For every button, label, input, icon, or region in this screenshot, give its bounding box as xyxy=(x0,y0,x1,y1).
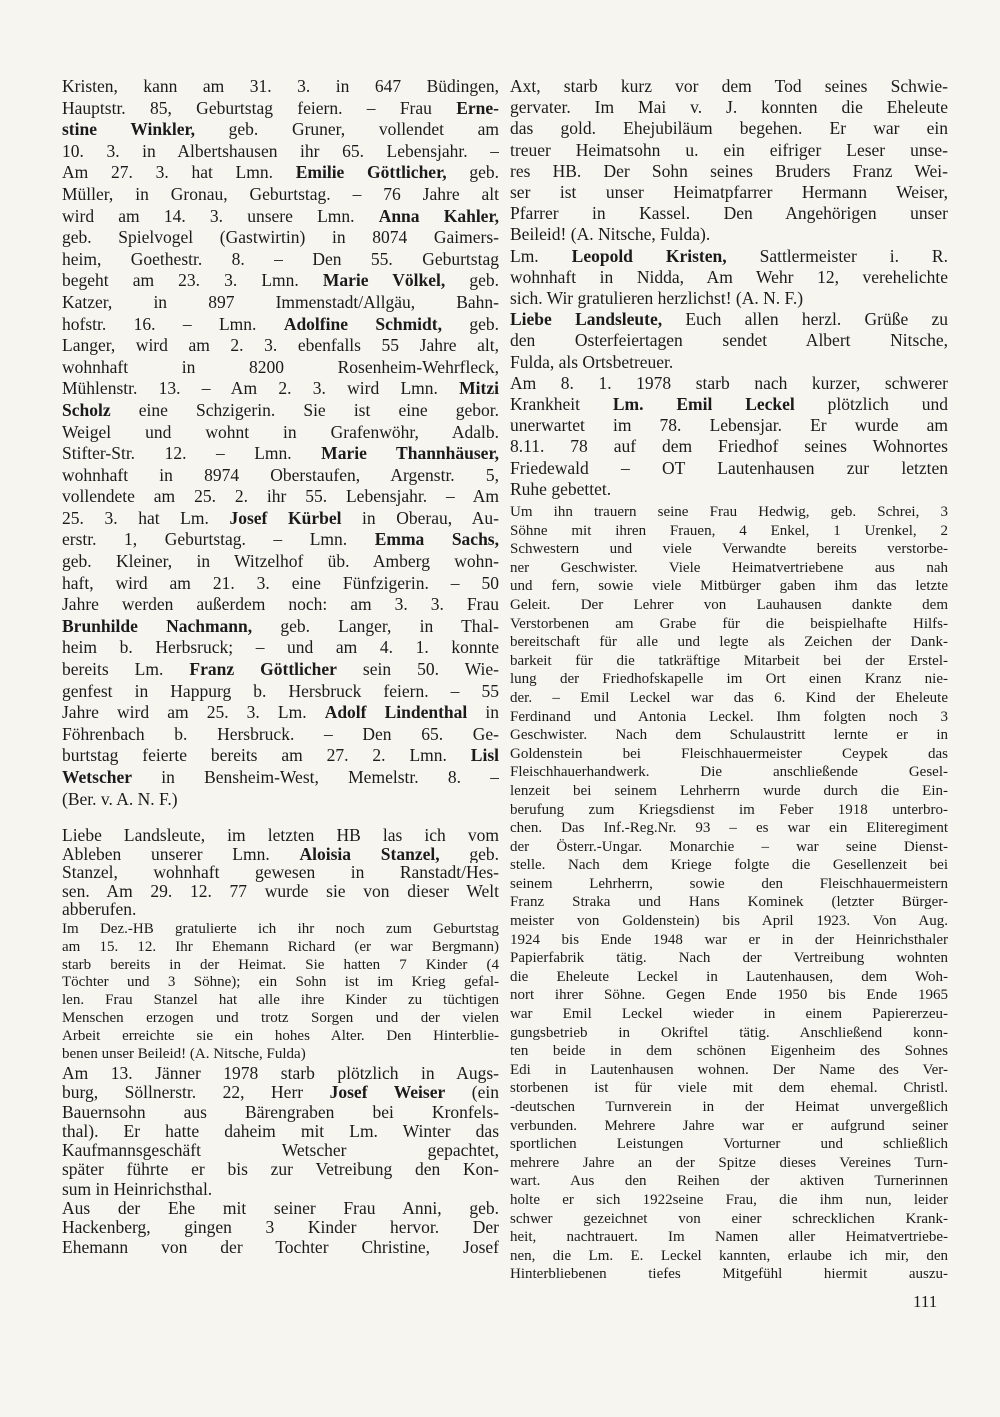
text-segment: mehrere Jahre an der Spitze dieses Vereines Turn- xyxy=(510,1154,948,1171)
text-line xyxy=(62,573,499,595)
text-line xyxy=(510,458,948,479)
text-segment: burg, Söllnerstr. 22, Herr xyxy=(62,1083,330,1103)
article-paragraph xyxy=(62,76,499,810)
text-segment: Söhne mit ihren Frauen, 4 Enkel, 1 Urenkel, 2 xyxy=(510,522,948,539)
text-segment: 25. 3. hat Lm. xyxy=(62,507,230,528)
text-line xyxy=(510,1061,948,1080)
text-line xyxy=(510,1042,948,1061)
text-segment: stelle. Nach dem Kriege folgte die Gesellenzeit bei xyxy=(510,857,948,874)
text-segment: sum in Heinrichsthal. xyxy=(62,1179,213,1199)
text-line xyxy=(62,1046,499,1064)
text-line xyxy=(510,540,948,559)
text-line xyxy=(510,1079,948,1098)
bold-name: Leopold Kristen, xyxy=(571,245,727,266)
text-line xyxy=(62,292,499,314)
text-segment: Hinterbliebenen tiefes Mitgefühl hiermit auszu- xyxy=(510,1266,948,1283)
text-line xyxy=(510,670,948,689)
text-segment: sein 50. Wie- xyxy=(336,659,499,680)
text-segment: Um ihn trauern seine Frau Hedwig, geb. Schrei, 3 xyxy=(510,504,948,520)
text-line xyxy=(62,443,499,465)
text-segment: Ableben unserer Lmn. xyxy=(62,844,300,864)
text-segment: der. – Emil Leckel war das 6. Kind der Eheleute xyxy=(510,689,948,706)
text-segment: Menschen erzogen und trotz Sorgen und der vielen xyxy=(62,1009,499,1026)
text-line xyxy=(510,267,948,288)
text-segment: Schwestern und viele Verwandte bereits verstorbe- xyxy=(510,541,948,558)
text-segment: thal). Er hatte daheim mit Lm. Winter das xyxy=(62,1121,499,1141)
text-line xyxy=(62,400,499,422)
text-line xyxy=(62,1180,499,1199)
text-line xyxy=(510,819,948,838)
bold-name: Wetscher xyxy=(62,767,132,787)
bold-name: Anna Kahler, xyxy=(378,205,499,226)
text-line xyxy=(62,1199,499,1218)
text-segment: den Osterfeiertagen sendet Albert Nitsche, xyxy=(510,330,948,351)
text-line xyxy=(510,782,948,801)
text-segment: storbenen ist für viele mit dem ehemal. Christl. xyxy=(510,1080,948,1097)
text-line xyxy=(510,1228,948,1247)
text-segment: Mühlenstr. 13. – Am 2. 3. wird Lmn. xyxy=(62,378,460,399)
text-line xyxy=(62,921,499,939)
bold-name: Mitzi xyxy=(459,378,499,399)
article-paragraph xyxy=(62,826,499,919)
bold-name: Emma Sachs, xyxy=(374,529,499,550)
text-line xyxy=(62,826,499,845)
text-line xyxy=(510,503,948,522)
text-segment: wart. Aus den Reihen der aktiven Turnerinnen xyxy=(510,1173,948,1190)
text-line xyxy=(510,1172,948,1191)
text-segment: Hackenberg, gingen 3 Kinder hervor. Der xyxy=(62,1218,499,1238)
text-segment: Fulda, als Ortsbetreuer. xyxy=(510,351,674,372)
text-line xyxy=(62,1064,499,1083)
text-segment: schwer gezeichnet von einer schrecklichen Krank- xyxy=(510,1210,948,1227)
text-line xyxy=(510,1117,948,1136)
text-line xyxy=(62,863,499,882)
text-segment: Kristen, kann am 31. 3. in 647 Büdingen, xyxy=(62,76,499,96)
text-line xyxy=(510,763,948,782)
text-line xyxy=(62,939,499,957)
text-line xyxy=(62,141,499,163)
text-line xyxy=(510,708,948,727)
text-segment: geb. Gruner, vollendet am xyxy=(195,119,499,140)
bold-name: Emilie Göttlicher, xyxy=(295,162,447,183)
text-line xyxy=(62,767,499,789)
text-segment: Verstorbenen am Grabe für die beispielhafte Hilfs- xyxy=(510,615,948,632)
text-segment: geb. Spielvogel (Gastwirtin) in 8074 Gaimers- xyxy=(62,227,499,248)
text-segment: Krankheit xyxy=(510,394,613,415)
text-segment: Jahre wird am 25. 3. Lm. xyxy=(62,702,325,723)
text-line xyxy=(62,1160,499,1179)
text-segment: eine Schzigerin. Sie ist eine gebor. xyxy=(110,399,499,420)
text-segment: ser ist unser Heimatpfarrer Hermann Weiser, xyxy=(510,182,948,203)
text-segment: res HB. Der Sohn seines Bruders Franz Wei- xyxy=(510,160,948,181)
text-segment: heim b. Herbsruck; – und am 4. 1. konnte xyxy=(62,637,499,658)
text-segment: (Ber. v. A. N. F.) xyxy=(62,788,178,809)
text-line xyxy=(510,288,948,309)
text-line xyxy=(62,335,499,357)
text-segment: am 15. 12. Ihr Ehemann Richard (er war Bergmann) xyxy=(62,938,499,955)
text-line xyxy=(62,594,499,616)
text-segment: in Bensheim-West, Memelstr. 8. – xyxy=(131,767,499,787)
text-segment: Geleit. Der Lehrer von Lauhausen dankte dem xyxy=(510,596,948,613)
text-line xyxy=(510,689,948,708)
text-segment: plötzlich und xyxy=(794,394,948,415)
text-segment: Töchter und 3 Söhne); ein Sohn ist im Krieg gefal- xyxy=(62,974,499,991)
text-line xyxy=(62,1141,499,1160)
text-line xyxy=(510,652,948,671)
text-segment: Fleischhauerhandwerk. Die anschließende Gesel- xyxy=(510,764,948,781)
text-segment: gervater. Im Mai v. J. konnten die Eheleute xyxy=(510,97,948,118)
text-line xyxy=(510,986,948,1005)
text-segment: bereitschaft für alle und legte als Zeichen der Dank- xyxy=(510,634,948,651)
text-line xyxy=(62,681,499,703)
text-segment: und fern, sowie viele Mitbürger gaben ihm das letzte xyxy=(510,578,948,595)
text-line xyxy=(510,352,948,373)
bold-name: Josef Weiser xyxy=(329,1083,446,1103)
text-segment: Ehemann von der Tochter Christine, Josef xyxy=(62,1237,499,1257)
text-segment: unerwartet im 78. Lebensjar. Er wurde am xyxy=(510,415,948,436)
text-line xyxy=(62,465,499,487)
text-line xyxy=(510,97,948,118)
text-line xyxy=(510,415,948,436)
text-segment: ner Geschwister. Viele Heimatvertriebene aus nah xyxy=(510,559,948,576)
text-line xyxy=(62,992,499,1010)
text-segment: treuer Heimatsohn u. ein eifriger Leser unse- xyxy=(510,139,948,160)
text-segment: sportlichen Leistungen Vorturner und schließlich xyxy=(510,1136,948,1153)
text-segment: Am 13. Jänner 1978 starb plötzlich in Augs- xyxy=(62,1064,499,1083)
text-line xyxy=(510,161,948,182)
bold-name: Aloisia Stanzel, xyxy=(299,844,440,864)
text-segment: wohnhaft in 8974 Oberstaufen, Argenstr. 5, xyxy=(62,464,499,485)
text-segment: genfest in Happurg b. Hersbruck feiern. – 55 xyxy=(62,680,499,701)
text-line xyxy=(62,206,499,228)
text-line xyxy=(510,931,948,950)
text-line xyxy=(62,845,499,864)
text-segment: Friedewald – OT Lautenhausen zur letzten xyxy=(510,457,948,478)
bold-name: Lisl xyxy=(470,745,499,766)
text-segment: Föhrenbach b. Hersbruck. – Den 65. Ge- xyxy=(62,723,499,744)
text-segment: der Österr.-Ungar. Monarchie – war seine Dienst- xyxy=(510,838,948,855)
text-segment: Am 8. 1. 1978 starb nach kurzer, schwerer xyxy=(510,372,948,393)
text-segment: Euch allen herzl. Grüße zu xyxy=(662,309,948,330)
text-segment: Langer, wird am 2. 3. ebenfalls 55 Jahre alt, xyxy=(62,335,499,356)
text-line xyxy=(510,968,948,987)
text-line xyxy=(62,529,499,551)
text-segment: verbunden. Mehrere Jahre war er aufgrund seiner xyxy=(510,1117,948,1134)
text-line xyxy=(62,119,499,141)
text-segment: 10. 3. in Albertshausen ihr 65. Lebensjahr. – xyxy=(62,140,499,161)
text-line xyxy=(510,1247,948,1266)
bold-name: Scholz xyxy=(62,399,111,420)
text-segment: geb. xyxy=(446,162,499,183)
text-line xyxy=(510,76,948,97)
text-segment: Bauernsohn aus Bärengraben bei Kronfels- xyxy=(62,1102,499,1122)
text-line xyxy=(62,1218,499,1237)
text-segment: bereits Lm. xyxy=(62,659,190,680)
text-line xyxy=(510,182,948,203)
text-line xyxy=(510,1210,948,1229)
text-segment: in Oberau, Au- xyxy=(341,507,499,528)
text-line xyxy=(62,486,499,508)
text-line xyxy=(510,330,948,351)
text-segment: Geschwister. Nach dem Schulaustritt lernte er in xyxy=(510,727,948,744)
text-line xyxy=(510,224,948,245)
text-segment: Arbeit erreichte sie ein hohes Alter. Den Hinterblie- xyxy=(62,1027,499,1044)
text-line xyxy=(510,633,948,652)
text-line xyxy=(62,184,499,206)
text-segment: Papierfabrik tätig. Nach der Vertreibung wohnten xyxy=(510,950,948,967)
text-segment: starb bereits in der Heimat. Sie hatten 7 Kinder (4 xyxy=(62,956,499,973)
text-segment: wohnhaft in Nidda, Am Wehr 12, verehelichte xyxy=(510,266,948,287)
text-line xyxy=(510,596,948,615)
text-line xyxy=(62,1028,499,1046)
text-line xyxy=(62,637,499,659)
text-segment: Weigel und wohnt in Grafenwöhr, Adalb. xyxy=(62,421,499,442)
text-segment: lung der Friedhofskapelle im Ort einen Kranz nie- xyxy=(510,671,948,688)
bold-name: Liebe Landsleute, xyxy=(510,309,663,330)
text-segment: Beileid! (A. Nitsche, Fulda). xyxy=(510,224,711,245)
text-segment: Katzer, in 897 Immenstadt/Allgäu, Bahn- xyxy=(62,291,499,312)
text-line xyxy=(510,246,948,267)
bold-name: Marie Thannhäuser, xyxy=(321,443,499,464)
bold-name: Brunhilde Nachmann, xyxy=(62,615,253,636)
text-line xyxy=(62,789,499,811)
text-line xyxy=(62,1083,499,1102)
text-line xyxy=(510,577,948,596)
text-segment: Lm. xyxy=(510,245,572,266)
text-segment: sen. Am 29. 12. 77 wurde sie von dieser Welt xyxy=(62,881,499,901)
text-line xyxy=(62,508,499,530)
text-line xyxy=(62,357,499,379)
text-line xyxy=(510,373,948,394)
text-segment: wohnhaft in 8200 Rosenheim-Wehrfleck, xyxy=(62,356,499,377)
text-segment: chen. Das Inf.-Reg.Nr. 93 – es war ein Eliteregiment xyxy=(510,820,948,837)
text-line xyxy=(510,436,948,457)
text-segment: Pfarrer in Kassel. Den Angehörigen unser xyxy=(510,203,948,224)
text-segment: 8.11. 78 auf dem Friedhof seines Wohnortes xyxy=(510,436,948,457)
text-segment: Ferdinand und Antonia Leckel. Ihm folgten noch 3 xyxy=(510,708,948,725)
text-segment: Stifter-Str. 12. – Lmn. xyxy=(62,443,322,464)
text-segment: Ruhe gebettet. xyxy=(510,478,612,499)
text-line xyxy=(510,912,948,931)
text-segment: geb. Langer, in Thal- xyxy=(252,615,499,636)
text-line xyxy=(510,615,948,634)
text-segment: gungsbetrieb in Okriftel tätig. Anschließend konn- xyxy=(510,1024,948,1041)
text-line xyxy=(62,616,499,638)
bold-name: stine Winkler, xyxy=(62,119,196,140)
text-segment: hofstr. 16. – Lmn. xyxy=(62,313,284,334)
text-segment: geb. xyxy=(439,844,499,864)
text-line xyxy=(62,162,499,184)
text-segment: abberufen. xyxy=(62,900,137,919)
text-segment: (ein xyxy=(445,1083,499,1103)
text-segment: barkeit für die tatkräftige Mitarbeit bei der Erstel- xyxy=(510,652,948,669)
text-segment: Kaufmannsgeschäft Wetscher gepachtet, xyxy=(62,1141,499,1161)
text-line xyxy=(62,1122,499,1141)
text-segment: Sattlermeister i. R. xyxy=(726,245,948,266)
text-segment: 1924 bis Ende 1948 war er in der Heinrichsthaler xyxy=(510,931,948,948)
text-segment: geb. xyxy=(445,270,499,291)
text-line xyxy=(62,702,499,724)
bold-name: Marie Völkel, xyxy=(322,270,446,291)
text-segment: Aus der Ehe mit seiner Frau Anni, geb. xyxy=(62,1199,499,1219)
text-segment: Liebe Landsleute, im letzten HB las ich vom xyxy=(62,826,499,845)
article-paragraph xyxy=(62,1064,499,1257)
text-line xyxy=(510,203,948,224)
text-line xyxy=(62,1103,499,1122)
text-line xyxy=(62,659,499,681)
text-segment: nen, die Lm. E. Leckel kannten, erlaube ich mir, den xyxy=(510,1247,948,1264)
text-line xyxy=(62,227,499,249)
text-line xyxy=(62,249,499,271)
bold-name: Josef Kürbel xyxy=(229,507,342,528)
text-line xyxy=(510,893,948,912)
text-segment: ten beide in dem schönen Eigenheim des Sohnes xyxy=(510,1043,948,1060)
text-segment: seinem Lehrherrn, sowie den Fleischhauermeistern xyxy=(510,875,948,892)
text-line xyxy=(510,1265,948,1284)
text-segment: Goldenstein bei Fleischhauermeister Ceypek das xyxy=(510,745,948,762)
text-line xyxy=(62,1010,499,1028)
text-line xyxy=(510,875,948,894)
text-line xyxy=(510,394,948,415)
text-segment: war Emil Leckel wieder in einem Papiererzeu- xyxy=(510,1006,948,1023)
text-segment: nort ihrer Söhne. Gegen Ende 1950 bis Ende 1965 xyxy=(510,987,948,1004)
article-paragraph xyxy=(510,76,948,500)
text-line xyxy=(62,76,499,98)
text-line xyxy=(62,98,499,120)
text-segment: erstr. 1, Geburtstag. – Lmn. xyxy=(62,529,375,550)
text-segment: Edi in Lautenhausen wohnen. Der Name des Ver- xyxy=(510,1061,948,1078)
text-line xyxy=(62,314,499,336)
text-line xyxy=(510,726,948,745)
text-line xyxy=(510,140,948,161)
text-segment: Jahre werden außerdem noch: am 3. 3. Frau xyxy=(62,594,499,615)
text-line xyxy=(510,479,948,500)
text-segment: geb. xyxy=(441,313,499,334)
text-segment: Müller, in Gronau, Geburtstag. – 76 Jahre alt xyxy=(62,183,499,204)
text-line xyxy=(62,974,499,992)
text-segment: später führte er bis zur Vetreibung den Kon- xyxy=(62,1160,499,1180)
text-line xyxy=(510,118,948,139)
text-segment: Im Dez.-HB gratulierte ich ihr noch zum Geburtstag xyxy=(62,921,499,937)
text-line xyxy=(510,1005,948,1024)
text-line xyxy=(510,1191,948,1210)
text-line xyxy=(510,309,948,330)
text-segment: heim, Goethestr. 8. – Den 55. Geburtstag xyxy=(62,248,499,269)
text-line xyxy=(510,745,948,764)
text-line xyxy=(510,522,948,541)
text-segment: vollendete am 25. 2. ihr 55. Lebensjahr. – Am xyxy=(62,486,499,507)
text-segment: Franz Straka und Hans Kominek (letzter Bürger- xyxy=(510,894,948,911)
text-line xyxy=(62,1238,499,1257)
text-segment: die Eheleute Leckel in Lautenhausen, dem Woh- xyxy=(510,968,948,985)
text-line xyxy=(62,422,499,444)
text-segment: geb. Kleiner, in Witzelhof üb. Amberg wohn- xyxy=(62,551,499,572)
text-line xyxy=(510,559,948,578)
text-line xyxy=(62,745,499,767)
text-segment: berufung zum Kriegsdienst im Feber 1918 unterbro- xyxy=(510,801,948,818)
text-segment: in xyxy=(467,702,499,723)
text-segment: len. Frau Stanzel hat alle ihre Kinder zu tüchtigen xyxy=(62,992,499,1009)
text-line xyxy=(62,900,499,919)
text-segment: Axt, starb kurz vor dem Tod seines Schwie- xyxy=(510,76,948,96)
text-line xyxy=(62,270,499,292)
bold-name: Adolfine Schmidt, xyxy=(283,313,442,334)
text-segment: burtstag feierte bereits am 27. 2. Lmn. xyxy=(62,745,471,766)
text-line xyxy=(62,551,499,573)
text-line xyxy=(510,801,948,820)
text-line xyxy=(510,949,948,968)
text-line xyxy=(510,856,948,875)
text-segment: das gold. Ehejubiläum begehen. Er war ein xyxy=(510,118,948,139)
text-segment: benen unser Beileid! (A. Nitsche, Fulda) xyxy=(62,1045,306,1062)
text-segment: Am 27. 3. hat Lmn. xyxy=(62,162,296,183)
text-segment: sich. Wir gratulieren herzlichst! (A. N. F.) xyxy=(510,288,804,309)
text-segment: Hauptstr. 85, Geburtstag feiern. – Frau xyxy=(62,97,457,118)
text-line xyxy=(510,838,948,857)
text-segment: -deutschen Turnverein in der Heimat unvergeßlich xyxy=(510,1099,948,1115)
bold-name: Adolf Lindenthal xyxy=(324,702,468,723)
page-number: 111 xyxy=(913,1292,938,1311)
text-segment: wird am 14. 3. unsere Lmn. xyxy=(62,205,379,226)
text-segment: meister von Goldenstein) bis April 1923. Von Aug. xyxy=(510,913,948,930)
text-line xyxy=(62,378,499,400)
article-small-paragraph xyxy=(510,503,948,1284)
bold-name: Erne- xyxy=(456,97,499,118)
bold-name: Franz Göttlicher xyxy=(189,659,337,680)
text-line xyxy=(62,882,499,901)
text-line xyxy=(510,1154,948,1173)
text-segment: lenzeit bei seinem Lehrherrn wurde durch die Ein- xyxy=(510,782,948,799)
text-segment: haft, wird am 21. 3. eine Fünfzigerin. – 50 xyxy=(62,572,499,593)
text-segment: Stanzel, wohnhaft gewesen in Ranstadt/Hes- xyxy=(62,863,499,882)
text-segment: heit, nachtrauert. Im Namen aller Heimatvertriebe- xyxy=(510,1229,948,1246)
text-segment: begeht am 23. 3. Lmn. xyxy=(62,270,323,291)
text-segment: holte er sich 1922seine Frau, die ihm nun, leider xyxy=(510,1191,948,1208)
text-line xyxy=(510,1024,948,1043)
text-line xyxy=(510,1098,948,1117)
bold-name: Lm. Emil Leckel xyxy=(612,394,795,415)
text-line xyxy=(510,1135,948,1154)
text-line xyxy=(62,724,499,746)
text-line xyxy=(62,957,499,975)
article-small-paragraph xyxy=(62,921,499,1063)
